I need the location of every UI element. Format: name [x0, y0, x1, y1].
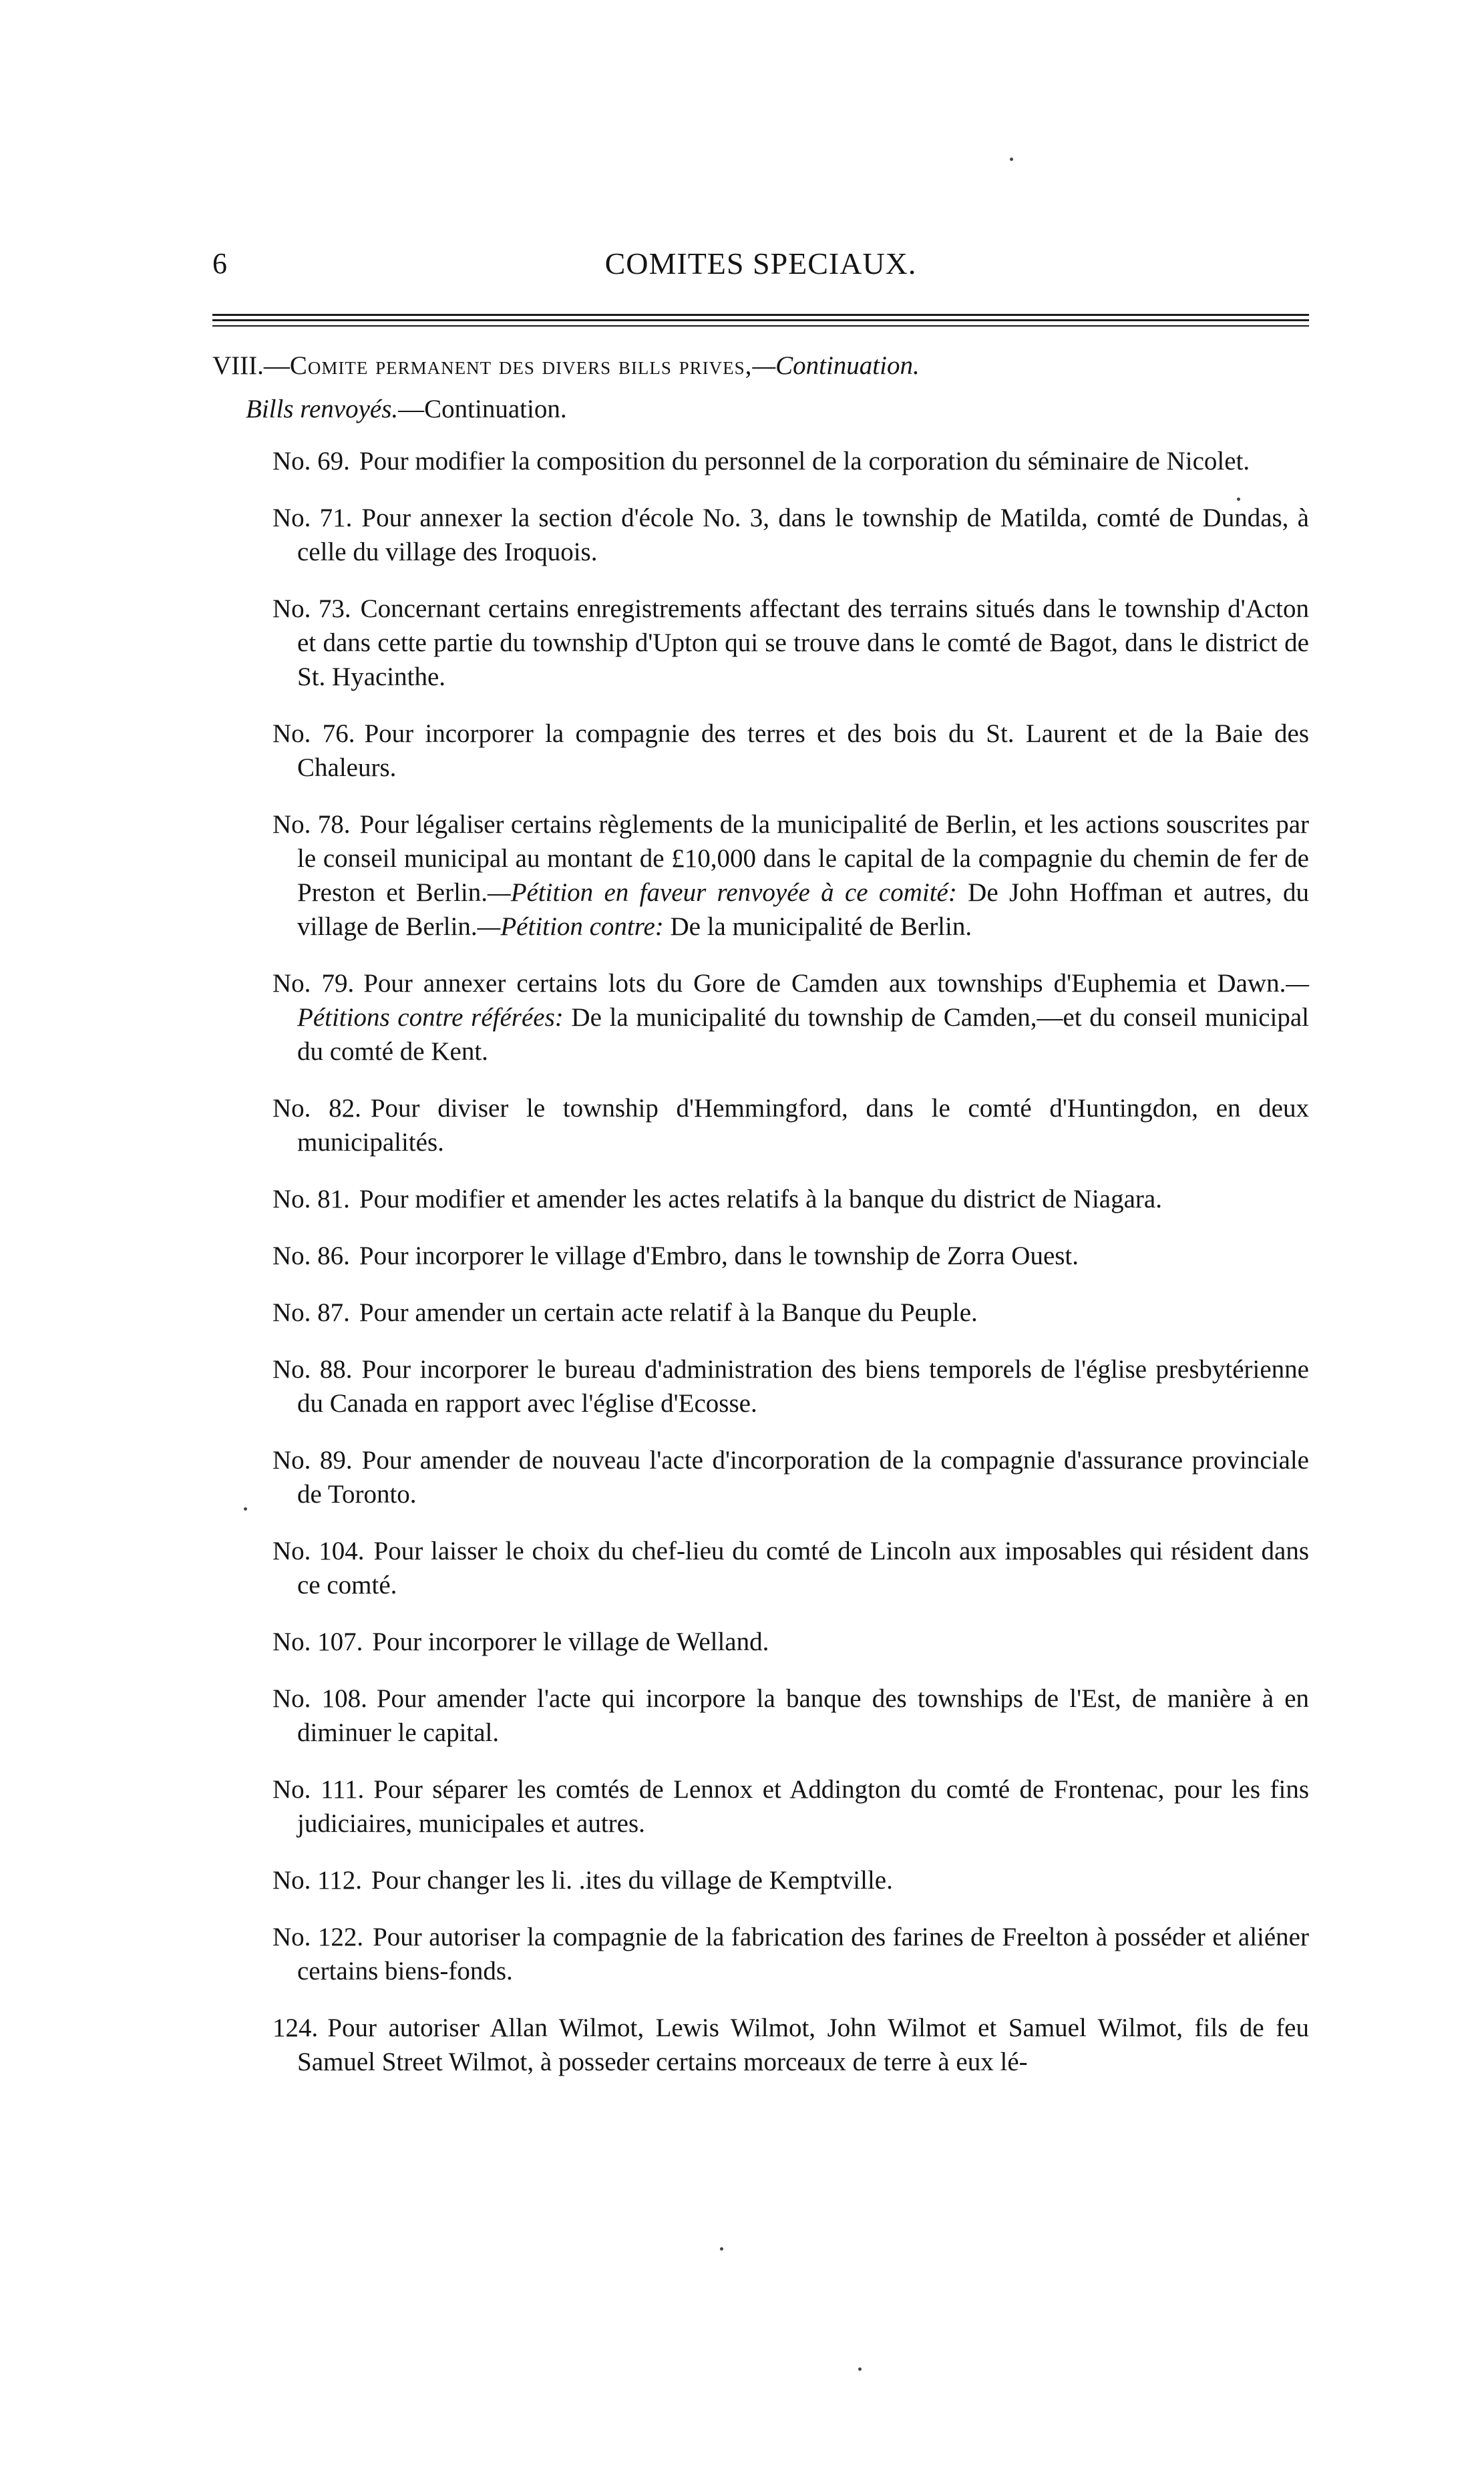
bill-entry [272, 1182, 1309, 1216]
bill-number: No. 88. [272, 1355, 353, 1384]
bill-text: Pour modifier et amender les actes relatifs à la banque du district de Niagara. [359, 1185, 1162, 1213]
bill-number: No. 81. [272, 1185, 350, 1213]
bill-text: Pour amender l'acte qui incorpore la banque des townships de l'Est, de manière à en diminuer le capital. [297, 1684, 1309, 1747]
bill-number: No. 112. [272, 1866, 362, 1895]
petition-note: —Pétitions contre référées: [297, 969, 1310, 1032]
print-speck [1237, 498, 1240, 501]
bill-text: Pour légaliser certains règlements de la municipalité de Berlin, et les actions souscrites par le conseil municipal au montant de £10,000 dans le capital de la compagnie du chemin de fer de Preston et Berlin. [297, 810, 1309, 907]
bill-text: Pour changer les li. .ites du village de Kemptville. [371, 1866, 893, 1895]
page-header [212, 244, 1309, 291]
bill-text: Pour laisser le choix du chef-lieu du comté de Lincoln aux imposables qui résident dans ce comté. [297, 1537, 1309, 1599]
bill-text: Pour incorporer le village d'Embro, dans le township de Zorra Ouest. [359, 1241, 1079, 1270]
bill-number: No. 76. [272, 719, 355, 748]
bill-number: 124. [272, 2014, 319, 2042]
header-rule [212, 314, 1309, 316]
petition-note: —Pétition en faveur renvoyée à ce comité: [488, 878, 957, 907]
bill-number: No. 82. [272, 1094, 361, 1123]
section-number: VIII.— [212, 351, 290, 380]
page-number: 6 [212, 247, 227, 280]
bill-number: No. 108. [272, 1684, 367, 1713]
header-rule [212, 325, 1309, 327]
header-rule [212, 319, 1309, 321]
bill-entry [272, 1296, 1309, 1330]
subheading-continuation: —Continuation. [398, 395, 567, 423]
bill-entry [272, 1772, 1309, 1841]
bill-text: Pour incorporer la compagnie des terres et des bois du St. Laurent et de la Baie des Chaleurs. [297, 719, 1309, 782]
bill-entry [272, 717, 1309, 785]
bill-number: No. 107. [272, 1627, 363, 1656]
subheading-label: Bills renvoyés. [246, 395, 399, 423]
bill-entry [272, 1682, 1309, 1750]
bill-number: No. 86. [272, 1241, 350, 1270]
section-continuation: —Continuation. [752, 351, 920, 380]
bill-text: Pour diviser le township d'Hemmingford, dans le comté d'Huntingdon, en deux municipalités. [297, 1094, 1309, 1157]
bill-text: Pour autoriser la compagnie de la fabrication des farines de Freelton à posséder et aliéner certains biens-fonds. [297, 1923, 1309, 1985]
bill-text: Concernant certains enregistrements affectant des terrains situés dans le township d'Acton et dans cette partie du township d'Upton qui se trouve dans le comté de Bagot, dans le district de St. Hyacinthe. [297, 594, 1309, 691]
bill-text: De la municipalité du township de Camden,—et du conseil municipal du comté de Kent. [297, 1003, 1309, 1066]
print-speck [1010, 158, 1013, 161]
bill-text: Pour amender un certain acte relatif à la Banque du Peuple. [359, 1298, 978, 1327]
bill-number: No. 122. [272, 1923, 364, 1951]
bill-text: Pour modifier la composition du personnel de la corporation du séminaire de Nicolet. [359, 447, 1250, 475]
bill-entry [272, 966, 1309, 1069]
bill-number: No. 79. [272, 969, 355, 998]
bill-number: No. 89. [272, 1446, 353, 1475]
bill-text: De la municipalité de Berlin. [663, 912, 972, 941]
bill-text: Pour amender de nouveau l'acte d'incorporation de la compagnie d'assurance provinciale de Toronto. [297, 1446, 1309, 1509]
print-speck [244, 1507, 247, 1511]
bill-entry [272, 1534, 1309, 1602]
bill-number: No. 111. [272, 1775, 365, 1804]
print-speck [720, 2247, 723, 2251]
running-title: COMITES SPECIAUX. [604, 246, 917, 280]
bill-text: Pour annexer certains lots du Gore de Camden aux townships d'Euphemia et Dawn. [363, 969, 1286, 998]
bill-entry [272, 592, 1309, 694]
petition-note: —Pétition contre: [477, 912, 664, 941]
bill-text: De John Hoffman et autres, du village de Berlin. [297, 878, 1309, 941]
subheading [246, 391, 567, 428]
bill-number: No. 104. [272, 1537, 365, 1565]
bill-text: Pour autoriser Allan Wilmot, Lewis Wilmot, John Wilmot et Samuel Wilmot, fils de feu Samuel Street Wilmot, à posseder certains morceaux de terre à eux lé- [297, 2014, 1309, 2076]
bill-number: No. 73. [272, 594, 351, 623]
bill-number: No. 69. [272, 447, 350, 475]
bill-entry [272, 2011, 1309, 2079]
print-speck [858, 2367, 862, 2371]
bill-text: Pour annexer la section d'école No. 3, dans le township de Matilda, comté de Dundas, à celle du village des Iroquois. [297, 504, 1309, 566]
bill-number: No. 87. [272, 1298, 350, 1327]
bill-entry [272, 1239, 1309, 1273]
bill-entry [272, 444, 1309, 478]
bill-entry [272, 807, 1309, 944]
bill-entry [272, 1352, 1309, 1420]
bill-text: Pour séparer les comtés de Lennox et Addington du comté de Frontenac, pour les fins judiciaires, municipales et autres. [297, 1775, 1309, 1838]
bill-number: No. 78. [272, 810, 351, 839]
bill-list [272, 444, 1309, 2102]
bill-text: Pour incorporer le village de Welland. [372, 1627, 769, 1656]
bill-entry [272, 501, 1309, 569]
section-title: Comite permanent des divers bills prives, [289, 351, 753, 380]
bill-entry [272, 1863, 1309, 1897]
bill-entry [272, 1091, 1309, 1159]
section-heading [212, 347, 1309, 385]
bill-number: No. 71. [272, 504, 353, 532]
bill-entry [272, 1443, 1309, 1511]
bill-entry [272, 1920, 1309, 1988]
bill-text: Pour incorporer le bureau d'administration des biens temporels de l'église presbytérienne du Canada en rapport avec l'église d'Ecosse. [297, 1355, 1309, 1418]
bill-entry [272, 1625, 1309, 1659]
